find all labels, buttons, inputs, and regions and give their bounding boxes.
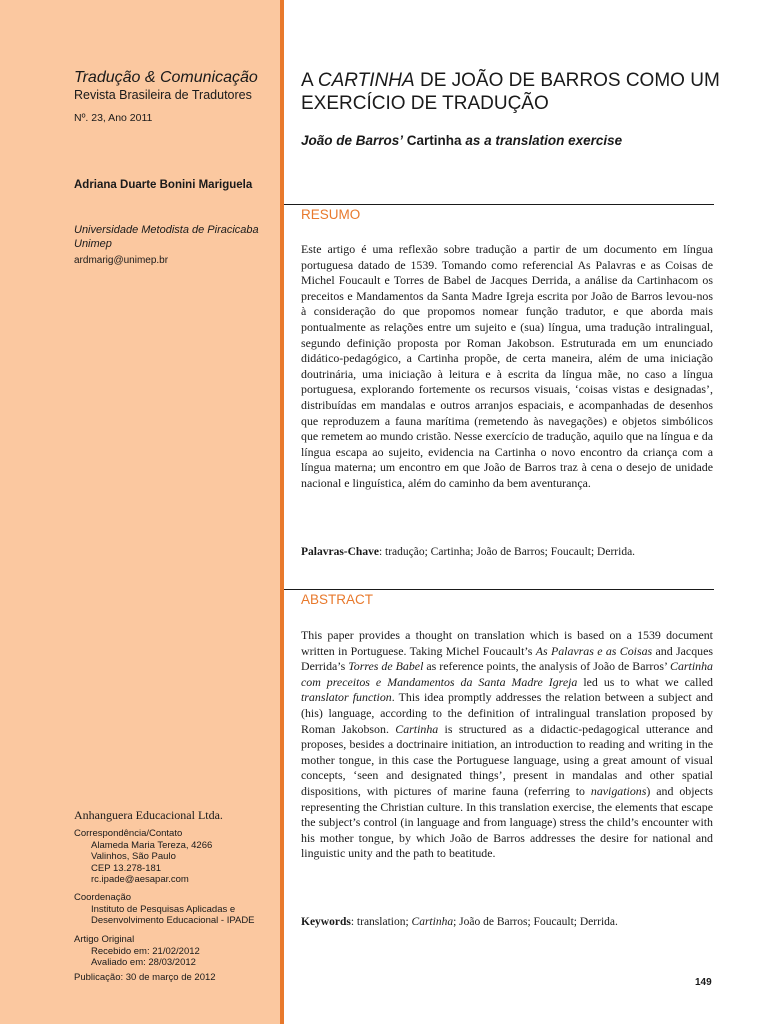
sidebar-divider <box>280 0 284 1024</box>
abstract-part: and Jacques Derrida’s <box>301 643 714 674</box>
abstract-part: navigations <box>590 783 647 798</box>
abstract-part: led us to what we called <box>577 674 713 689</box>
article-type-label: Artigo Original <box>74 934 135 945</box>
en-title-part: as a translation exercise <box>465 133 623 148</box>
abstract-heading: ABSTRACT <box>301 592 374 607</box>
title-italic-word: CARTINHA <box>317 70 415 91</box>
coordination-line: Desenvolvimento Educacional - IPADE <box>91 915 255 927</box>
keywords-label: Keywords <box>301 916 351 928</box>
coordination-block <box>74 892 255 927</box>
contact-block <box>74 828 212 886</box>
coordination-label: Coordenação <box>74 892 132 903</box>
abstract-part: This paper provides a thought on translation which is based on a 1539 document written in Portuguese. Taking Michel Foucault’s <box>301 628 713 658</box>
article-info-block <box>74 934 200 969</box>
journal-title: Tradução & Comunicação <box>74 69 258 86</box>
contact-line: Valinhos, São Paulo <box>91 851 176 863</box>
coordination-line: Instituto de Pesquisas Aplicadas e <box>91 903 236 915</box>
title-prefix: A <box>301 70 318 91</box>
palavras-chave-label: Palavras-Chave <box>301 546 379 558</box>
resumo-text: Este artigo é uma reflexão sobre tradução a partir de um documento em língua portuguesa datado de 1539. Tomando como referencial As Palavras e as Coisas de Michel Foucault e Torres de Babel de Jacques Derrida, a análise da Cartinhacom os preceitos e Mandamentos da Santa Madre Igreja escrita por João de Barros levou-nos à consideração do que propomos nomear função tradutor, e que aborda mais pontualmente as relações entre um sujeito e (sua) língua, uma tradução intralingual, segundo definição proposta por Roman Jakobson. Estruturada em um enunciado didático-pedagógico, a Cartinha propõe, de certa maneira, além de uma iniciação doutrinária, uma iniciação à leitura e à escrita da língua mãe, no caso a língua portuguesa, explorando fortemente os recursos visuais, ‘coisas vistas e designadas’, distribuídas em mandalas e outros arranjos espaciais, e acompanhadas de desenhos que reproduzem a fauna marítima (remetendo às navegações) e objetos simbólicos que remetem ao mundo cristão. Nesse exercício de tradução, aquilo que na língua e da língua escapa ao sujeito, evidencia na Cartinha o novo encontro da criança com a língua materna; um encontro em que João de Barros traz à cena o desejo de unidade nacional e linguística, além do caminho da bem aventurança. <box>301 242 713 490</box>
author-affiliation <box>74 223 274 251</box>
issue-number: Nº. 23, Ano 2011 <box>74 112 153 124</box>
abstract-part: As Palavras e as Coisas <box>535 643 653 658</box>
palavras-chave <box>301 546 713 558</box>
contact-line: CEP 13.278-181 <box>91 862 162 874</box>
publisher-name: Anhanguera Educacional Ltda. <box>74 808 223 822</box>
received-date: Recebido em: 21/02/2012 <box>91 945 200 957</box>
title-line2: EXERCÍCIO DE TRADUÇÃO <box>301 93 549 114</box>
keywords-part: : translation; <box>350 916 412 928</box>
english-title <box>301 133 622 148</box>
keywords <box>301 916 713 928</box>
abstract-part: . This idea promptly addresses the relation between a subject and (his) language, according to the definition of intralingual translation proposed by Roman Jakobson. <box>301 690 713 736</box>
abstract-text <box>301 628 713 862</box>
publication-date: Publicação: 30 de março de 2012 <box>74 972 216 983</box>
author-email[interactable]: ardmarig@unimep.br <box>74 255 169 266</box>
evaluated-date: Avaliado em: 28/03/2012 <box>91 957 196 969</box>
palavras-chave-list: : tradução; Cartinha; João de Barros; Foucault; Derrida. <box>378 546 636 558</box>
en-title-part: João de Barros’ <box>301 133 404 148</box>
affiliation-line: Universidade Metodista de Piracicaba <box>74 224 259 236</box>
keywords-part: Cartinha <box>411 916 454 928</box>
keywords-part: ; João de Barros; Foucault; Derrida. <box>453 916 618 928</box>
abstract-part: Torres de Babel <box>348 659 424 674</box>
en-title-part: Cartinha <box>403 133 466 148</box>
section-rule <box>284 589 714 590</box>
abstract-part: Cartinha <box>395 721 439 736</box>
article-title <box>301 69 731 115</box>
page-number: 149 <box>695 977 712 988</box>
affiliation-line: Unimep <box>74 238 112 250</box>
abstract-part: Cartinha com preceitos e Mandamentos da Santa Madre Igreja <box>301 659 713 689</box>
contact-label: Correspondência/Contato <box>74 828 183 839</box>
section-rule <box>284 204 714 205</box>
abstract-part: translator function <box>301 690 392 705</box>
abstract-part: is structured as a didactic-pedagogical utterance and proposes, besides a doctrinaire initiation, an introduction to reading and writing in the mother tongue, in this case the Portuguese language, using a great amount of visual concepts, ‘seen and designated things’, present in mandalas and other spatial dispositions, with pictures of marine fauna (referring to <box>301 721 714 798</box>
abstract-part: ) and objects representing the Christian culture. In this translation exercise, the elements that escape the subject’s control (in language and from language) stress the child’s encounter with his mother tongue, by which João de Barros addresses the desire for national and linguistic unity and the path to beatitude. <box>301 783 713 861</box>
abstract-part: as reference points, the analysis of João de Barros’ <box>423 659 671 674</box>
author-name: Adriana Duarte Bonini Mariguela <box>74 179 253 191</box>
title-line1-rest: DE JOÃO DE BARROS COMO UM <box>414 70 720 91</box>
journal-subtitle: Revista Brasileira de Tradutores <box>74 88 252 102</box>
resumo-heading: RESUMO <box>301 207 361 222</box>
contact-line: Alameda Maria Tereza, 4266 <box>91 839 213 851</box>
contact-email[interactable]: rc.ipade@aesapar.com <box>91 874 189 886</box>
